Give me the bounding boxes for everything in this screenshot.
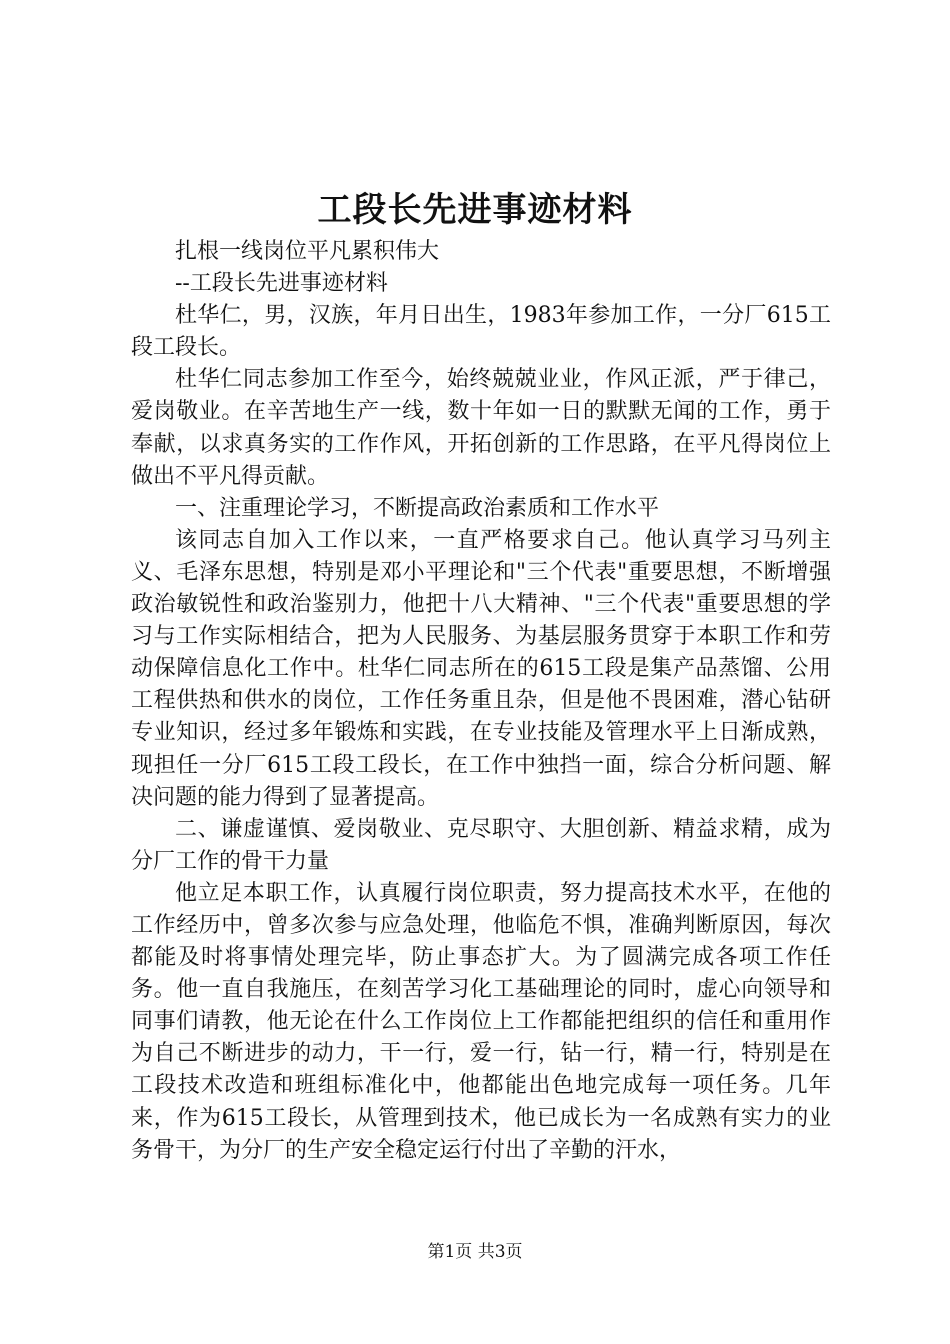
subtitle-line: 扎根一线岗位平凡累积伟大 bbox=[175, 239, 440, 264]
paragraph-section-1: 该同志自加入工作以来，一直严格要求自己。他认真学习马列主义、毛泽东思想，特别是邓小平理论和"三个代表"重要思想，不断增强政治敏锐性和政治鉴别力，他把十八大精神、"三个代表"重要思想的学习与工作实际相结合，把为人民服务、为基层服务贯穿于本职工作和劳动保障信息化工作中。杜华仁同志所在的615工段是集产品蒸馏、公用工程供热和供水的岗位，工作任务重且杂，但是他不畏困难，潜心钻研专业知识，经过多年锻炼和实践，在专业技能及管理水平上日渐成熟，现担任一分厂615工段工段长，在工作中独挡一面，综合分析问题、解决问题的能力得到了显著提高。 bbox=[131, 527, 831, 810]
paragraph-section-2: 他立足本职工作，认真履行岗位职责，努力提高技术水平，在他的工作经历中，曾多次参与应急处理，他临危不惧，准确判断原因，每次都能及时将事情处理完毕，防止事态扩大。为了圆满完成各项工作任务。他一直自我施压，在刻苦学习化工基础理论的同时，虚心向领导和同事们请教，他无论在什么工作岗位上工作都能把组织的信任和重用作为自己不断进步的动力，干一行，爱一行，钻一行，精一行，特别是在工段技术改造和班组标准化中，他都能出色地完成每一项任务。几年来，作为615工段长，从管理到技术，他已成长为一名成熟有实力的业务骨干，为分厂的生产安全稳定运行付出了辛勤的汗水， bbox=[131, 880, 831, 1163]
document-title: 工段长先进事迹材料 bbox=[317, 190, 633, 230]
section-heading-1: 一、注重理论学习，不断提高政治素质和工作水平 bbox=[175, 495, 660, 521]
document-body bbox=[131, 236, 831, 1167]
page-footer: 第1页 共3页 bbox=[427, 1242, 523, 1262]
paragraph-summary: 杜华仁同志参加工作至今，始终兢兢业业，作风正派，严于律己，爱岗敬业。在辛苦地生产一线，数十年如一日的默默无闻的工作，勇于奉献，以求真务实的工作作风，开拓创新的工作思路，在平凡得岗位上做出不平凡得贡献。 bbox=[131, 367, 831, 489]
paragraph-intro: 杜华仁，男，汉族，年月日出生，1983年参加工作，一分厂615工段工段长。 bbox=[131, 303, 831, 361]
subtitle-dash-line: --工段长先进事迹材料 bbox=[175, 271, 388, 297]
section-heading-2: 二、谦虚谨慎、爱岗敬业、克尽职守、大胆创新、精益求精，成为分厂工作的骨干力量 bbox=[131, 816, 831, 874]
